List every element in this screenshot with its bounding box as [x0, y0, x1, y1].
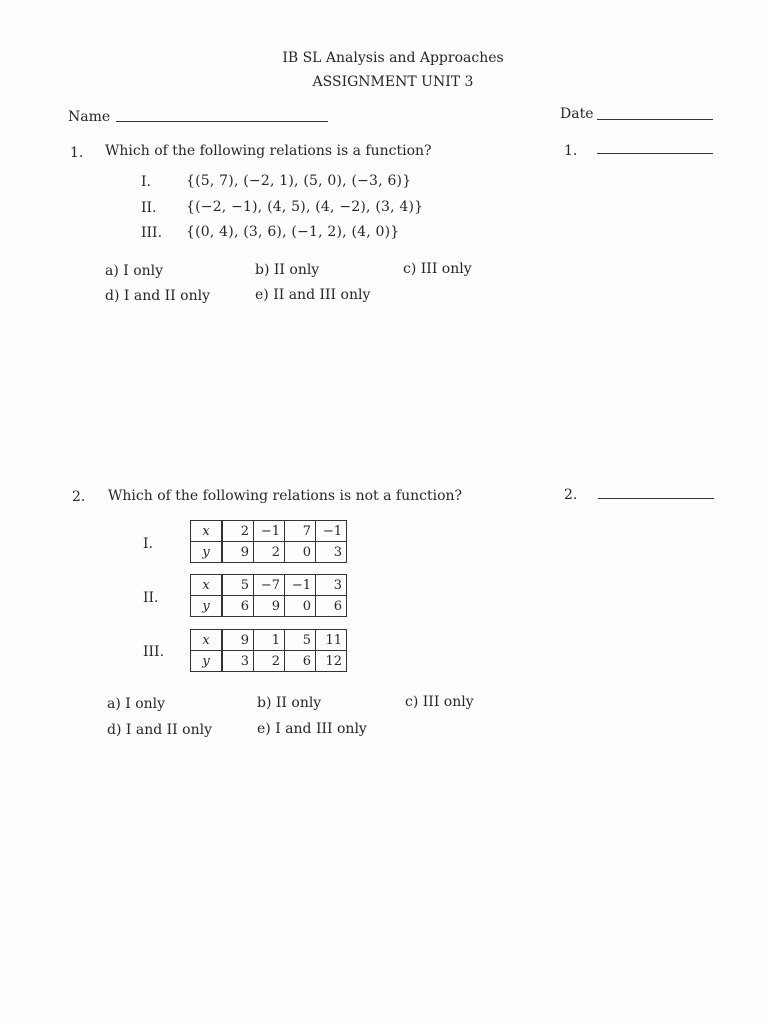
option-e[interactable]: e) I and III only	[257, 721, 367, 737]
table-row-x	[191, 630, 347, 651]
table-cell: 12	[316, 651, 347, 672]
question-prompt: Which of the following relations is a function?	[105, 143, 432, 159]
assignment-title: ASSIGNMENT UNIT 3	[312, 74, 474, 90]
x-header: x	[191, 521, 223, 542]
relation-table	[190, 629, 347, 672]
answer-field[interactable]	[597, 153, 713, 154]
table-cell: 7	[285, 521, 316, 542]
option-c[interactable]: c) III only	[403, 261, 472, 277]
table-cell: 0	[285, 542, 316, 563]
relation-set: {(−2, −1), (4, 5), (4, −2), (3, 4)}	[186, 199, 424, 215]
answer-field[interactable]	[598, 498, 714, 499]
x-header: x	[191, 630, 223, 651]
table-cell: −1	[316, 521, 347, 542]
option-a[interactable]: a) I only	[105, 263, 164, 279]
question-number: 1.	[70, 145, 84, 161]
option-a[interactable]: a) I only	[107, 696, 166, 712]
table-cell: 3	[316, 575, 347, 596]
question-prompt: Which of the following relations is not a function?	[108, 488, 463, 504]
table-row-y	[191, 542, 347, 563]
table-cell: 9	[222, 630, 254, 651]
answer-number: 2.	[564, 487, 578, 503]
table-cell: 2	[222, 521, 254, 542]
relation-set: {(5, 7), (−2, 1), (5, 0), (−3, 6)}	[186, 173, 412, 189]
question-number: 2.	[72, 489, 86, 505]
y-header: y	[191, 651, 223, 672]
option-b[interactable]: b) II only	[255, 262, 320, 278]
option-e[interactable]: e) II and III only	[255, 287, 371, 303]
relation-numeral: III.	[143, 644, 165, 660]
table-cell: −1	[285, 575, 316, 596]
relation-table	[190, 520, 347, 563]
option-d[interactable]: d) I and II only	[105, 288, 210, 304]
table-cell: 0	[285, 596, 316, 617]
name-label: Name	[68, 109, 111, 125]
table-cell: −7	[254, 575, 285, 596]
date-field[interactable]	[597, 119, 713, 120]
date-label: Date	[560, 106, 594, 122]
table-cell: 2	[254, 542, 285, 563]
relation-numeral: II.	[143, 590, 159, 606]
option-c[interactable]: c) III only	[405, 694, 474, 710]
table-cell: 9	[222, 542, 254, 563]
relation-table	[190, 574, 347, 617]
x-header: x	[191, 575, 223, 596]
relation-numeral: II.	[141, 200, 157, 216]
table-row-y	[191, 651, 347, 672]
y-header: y	[191, 542, 223, 563]
relation-numeral: III.	[141, 225, 163, 241]
y-header: y	[191, 596, 223, 617]
table-cell: 6	[222, 596, 254, 617]
option-d[interactable]: d) I and II only	[107, 722, 212, 738]
table-cell: 9	[254, 596, 285, 617]
name-field[interactable]	[116, 121, 328, 122]
table-cell: 5	[285, 630, 316, 651]
table-cell: 5	[222, 575, 254, 596]
table-row-x	[191, 521, 347, 542]
table-cell: −1	[254, 521, 285, 542]
table-cell: 2	[254, 651, 285, 672]
course-title: IB SL Analysis and Approaches	[282, 50, 504, 66]
option-b[interactable]: b) II only	[257, 695, 322, 711]
table-row-x	[191, 575, 347, 596]
table-row-y	[191, 596, 347, 617]
table-cell: 6	[316, 596, 347, 617]
relation-numeral: I.	[143, 536, 153, 552]
table-cell: 1	[254, 630, 285, 651]
answer-number: 1.	[564, 143, 578, 159]
table-cell: 3	[222, 651, 254, 672]
table-cell: 3	[316, 542, 347, 563]
relation-numeral: I.	[141, 174, 151, 190]
relation-set: {(0, 4), (3, 6), (−1, 2), (4, 0)}	[186, 224, 400, 240]
table-cell: 11	[316, 630, 347, 651]
table-cell: 6	[285, 651, 316, 672]
